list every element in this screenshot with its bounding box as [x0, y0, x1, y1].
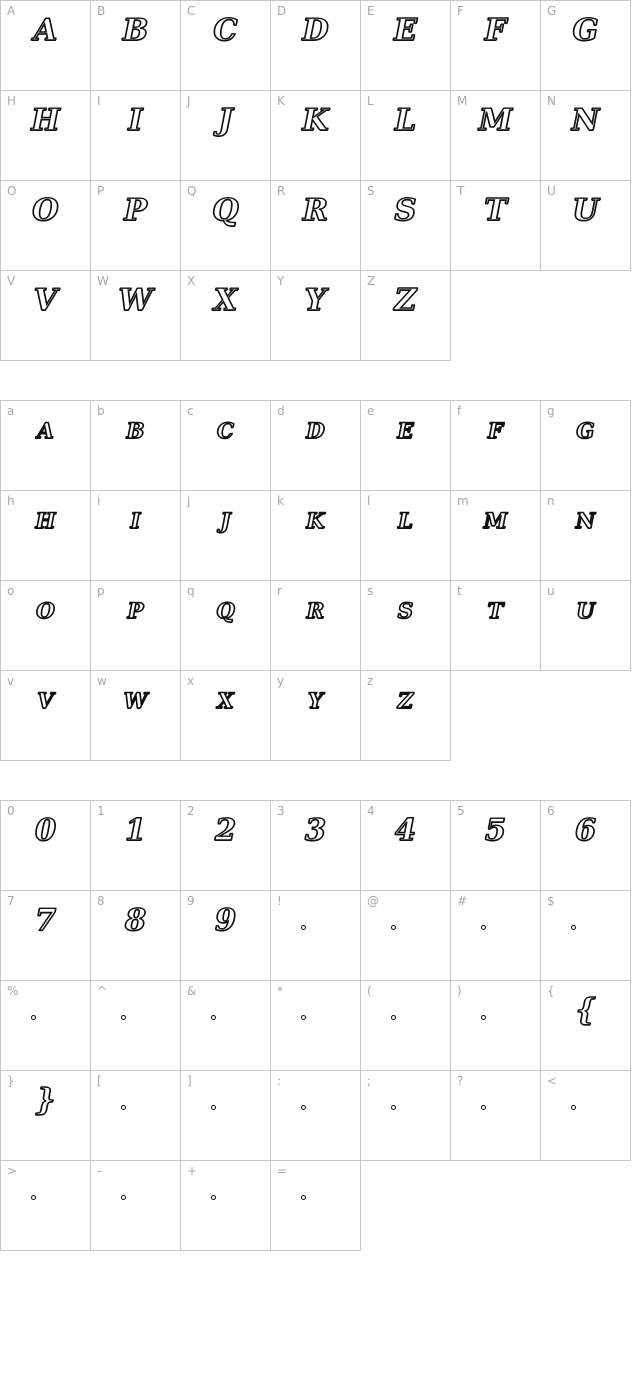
glyph-cell [90, 0, 181, 91]
glyph-label: Y [277, 274, 285, 288]
glyph-label: 2 [187, 804, 195, 818]
glyph-label: = [277, 1164, 288, 1178]
missing-glyph-dot [481, 1105, 486, 1110]
glyph-sample: 6 [575, 813, 596, 848]
glyph-label: j [187, 494, 191, 508]
glyph-label: W [97, 274, 109, 288]
glyph-cell [360, 670, 451, 761]
glyph-label: : [277, 1074, 282, 1088]
glyph-cell [270, 1070, 361, 1161]
glyph-cell [90, 180, 181, 271]
glyph-label: h [7, 494, 15, 508]
glyph-label: b [97, 404, 105, 418]
glyph-label: T [457, 184, 465, 198]
glyph-sample: K [306, 508, 325, 533]
glyph-cell [450, 580, 541, 671]
glyph-cell [180, 890, 271, 981]
glyph-label: c [187, 404, 194, 418]
glyph-label: S [367, 184, 375, 198]
glyph-label: [ [97, 1074, 102, 1088]
glyph-label: X [187, 274, 196, 288]
glyph-sample: J [220, 508, 231, 533]
glyph-label: B [97, 4, 106, 18]
glyph-label: N [547, 94, 556, 108]
glyph-sample: D [302, 13, 329, 48]
glyph-label: l [367, 494, 371, 508]
glyph-label: $ [547, 894, 555, 908]
glyph-sample: F [488, 418, 503, 443]
glyph-cell [90, 580, 181, 671]
glyph-cell [360, 400, 451, 491]
missing-glyph-dot [481, 1015, 486, 1020]
glyph-sample: V [33, 283, 58, 318]
glyph-sample: L [394, 103, 417, 138]
glyph-label: s [367, 584, 374, 598]
glyph-sample: { [575, 993, 596, 1028]
glyph-sample: G [572, 13, 599, 48]
glyph-label: # [457, 894, 468, 908]
glyph-label: w [97, 674, 107, 688]
glyph-sample: Z [397, 688, 414, 713]
glyph-label: ; [367, 1074, 372, 1088]
glyph-cell [90, 1160, 181, 1251]
glyph-cell [90, 980, 181, 1071]
glyph-label: < [547, 1074, 558, 1088]
glyph-sample: E [394, 13, 417, 48]
glyph-sample: G [576, 418, 595, 443]
glyph-label: { [547, 984, 555, 998]
glyph-cell [0, 1070, 91, 1161]
glyph-sample: 0 [35, 813, 56, 848]
glyph-label: U [547, 184, 556, 198]
glyph-cell [180, 670, 271, 761]
glyph-cell [90, 1070, 181, 1161]
glyph-cell [90, 90, 181, 181]
glyph-label: ^ [97, 984, 108, 998]
glyph-sample: Z [394, 283, 417, 318]
glyph-cell [90, 400, 181, 491]
glyph-label: ) [457, 984, 462, 998]
glyph-cell [360, 890, 451, 981]
glyph-cell [270, 670, 361, 761]
glyph-cell [180, 980, 271, 1071]
glyph-label: + [187, 1164, 198, 1178]
missing-glyph-dot [31, 1195, 36, 1200]
glyph-label: 9 [187, 894, 195, 908]
glyph-cell [180, 0, 271, 91]
glyph-cell [0, 800, 91, 891]
glyph-cell [450, 1070, 541, 1161]
glyph-sample: 9 [215, 903, 236, 938]
glyph-sample: Y [308, 688, 323, 713]
glyph-label: C [187, 4, 196, 18]
glyph-label: r [277, 584, 282, 598]
missing-glyph-dot [301, 1195, 306, 1200]
missing-glyph-dot [391, 1105, 396, 1110]
glyph-label: t [457, 584, 462, 598]
glyph-sample: B [122, 13, 149, 48]
glyph-sample: 4 [395, 813, 416, 848]
glyph-cell [540, 90, 631, 181]
glyph-cell [180, 90, 271, 181]
glyph-sample: 3 [305, 813, 326, 848]
glyph-sample: O [32, 193, 59, 228]
glyph-label: F [457, 4, 464, 18]
glyph-label: ] [187, 1074, 192, 1088]
glyph-sample: 7 [35, 903, 56, 938]
glyph-cell [360, 580, 451, 671]
missing-glyph-dot [571, 925, 576, 930]
glyph-sample: Q [212, 193, 239, 228]
glyph-label: e [367, 404, 375, 418]
glyph-sample: D [306, 418, 325, 443]
glyph-label: & [187, 984, 197, 998]
glyph-cell [270, 980, 361, 1071]
glyph-sample: A [37, 418, 54, 443]
glyph-cell [270, 800, 361, 891]
glyph-label: > [7, 1164, 18, 1178]
missing-glyph-dot [571, 1105, 576, 1110]
glyph-sample: 5 [485, 813, 506, 848]
glyph-cell [450, 180, 541, 271]
glyph-cell [0, 180, 91, 271]
glyph-cell [270, 580, 361, 671]
glyph-cell [450, 980, 541, 1071]
glyph-label: z [367, 674, 374, 688]
glyph-sample: S [394, 193, 417, 228]
glyph-cell [0, 1160, 91, 1251]
glyph-label: O [7, 184, 17, 198]
missing-glyph-dot [121, 1195, 126, 1200]
glyph-cell [360, 270, 451, 361]
glyph-cell [180, 800, 271, 891]
glyph-cell [450, 800, 541, 891]
glyph-sample: C [213, 13, 238, 48]
glyph-sample: X [213, 283, 238, 318]
glyph-label: Z [367, 274, 376, 288]
glyph-cell [90, 270, 181, 361]
glyph-label: R [277, 184, 286, 198]
glyph-cell [360, 490, 451, 581]
glyph-cell [450, 490, 541, 581]
glyph-label: k [277, 494, 284, 508]
glyph-label: H [7, 94, 17, 108]
glyph-label: ( [367, 984, 372, 998]
glyph-label: L [367, 94, 374, 108]
glyph-cell [540, 0, 631, 91]
glyph-label: P [97, 184, 105, 198]
glyph-cell [90, 890, 181, 981]
uppercase-grid [0, 0, 631, 360]
glyph-cell [450, 90, 541, 181]
glyph-sample: 2 [215, 813, 236, 848]
missing-glyph-dot [31, 1015, 36, 1020]
glyph-sample: T [487, 598, 504, 623]
glyph-label: ! [277, 894, 282, 908]
glyph-sample: V [37, 688, 54, 713]
glyph-sample: Y [304, 283, 327, 318]
glyph-cell [540, 1070, 631, 1161]
glyph-sample: U [572, 193, 599, 228]
glyph-label: m [457, 494, 469, 508]
glyph-sample: X [217, 688, 234, 713]
glyph-label: u [547, 584, 555, 598]
glyph-label: % [7, 984, 19, 998]
glyph-cell [360, 0, 451, 91]
glyph-cell [180, 400, 271, 491]
glyph-cell [0, 90, 91, 181]
glyph-label: o [7, 584, 15, 598]
glyph-cell [360, 180, 451, 271]
glyph-cell [450, 890, 541, 981]
glyph-label: x [187, 674, 195, 688]
glyph-cell [180, 580, 271, 671]
glyph-label: I [97, 94, 101, 108]
glyph-label: g [547, 404, 555, 418]
glyph-label: y [277, 674, 285, 688]
glyph-sample: Q [216, 598, 235, 623]
missing-glyph-dot [391, 925, 396, 930]
glyph-label: Q [187, 184, 197, 198]
glyph-label: i [97, 494, 101, 508]
glyph-cell [540, 580, 631, 671]
glyph-label: M [457, 94, 468, 108]
glyph-cell [0, 580, 91, 671]
glyph-label: D [277, 4, 287, 18]
missing-glyph-dot [301, 1015, 306, 1020]
glyph-cell [180, 1160, 271, 1251]
glyph-sample: 8 [125, 903, 146, 938]
glyph-sample: U [576, 598, 595, 623]
glyph-cell [90, 490, 181, 581]
glyph-sample: O [36, 598, 55, 623]
glyph-sample: A [33, 13, 58, 48]
glyph-cell [90, 800, 181, 891]
glyph-sample: S [397, 598, 414, 623]
glyph-cell [270, 490, 361, 581]
glyph-cell [180, 1070, 271, 1161]
missing-glyph-dot [121, 1015, 126, 1020]
glyph-label: 0 [7, 804, 15, 818]
glyph-cell [540, 890, 631, 981]
glyph-label: - [97, 1164, 102, 1178]
glyph-cell [540, 800, 631, 891]
glyph-label: * [277, 984, 283, 998]
glyph-label: } [7, 1074, 15, 1088]
glyph-sample: E [397, 418, 414, 443]
glyph-cell [0, 400, 91, 491]
glyph-sample: N [575, 508, 596, 533]
glyph-label: E [367, 4, 375, 18]
glyph-cell [0, 0, 91, 91]
glyph-label: 6 [547, 804, 555, 818]
glyph-cell [540, 490, 631, 581]
glyph-label: p [97, 584, 105, 598]
missing-glyph-dot [481, 925, 486, 930]
glyph-sample: I [128, 103, 143, 138]
glyph-label: 3 [277, 804, 285, 818]
glyph-label: a [7, 404, 15, 418]
symbols-grid [0, 800, 631, 1250]
glyph-sample: B [126, 418, 145, 443]
glyph-cell [360, 1070, 451, 1161]
glyph-cell [270, 90, 361, 181]
glyph-label: ? [457, 1074, 464, 1088]
glyph-cell [0, 890, 91, 981]
glyph-sample: I [130, 508, 141, 533]
glyph-label: v [7, 674, 15, 688]
glyph-label: A [7, 4, 16, 18]
glyph-label: K [277, 94, 285, 108]
glyph-label: J [187, 94, 191, 108]
missing-glyph-dot [211, 1195, 216, 1200]
glyph-cell [270, 180, 361, 271]
glyph-cell [360, 980, 451, 1071]
glyph-label: 8 [97, 894, 105, 908]
glyph-label: V [7, 274, 16, 288]
glyph-sample: 1 [125, 813, 146, 848]
glyph-label: 7 [7, 894, 15, 908]
glyph-sample: } [35, 1083, 56, 1118]
missing-glyph-dot [121, 1105, 126, 1110]
glyph-sample: L [398, 508, 413, 533]
glyph-cell [270, 270, 361, 361]
glyph-sample: R [306, 598, 325, 623]
glyph-cell [0, 490, 91, 581]
glyph-cell [270, 890, 361, 981]
glyph-sample: W [123, 688, 148, 713]
glyph-cell [540, 400, 631, 491]
glyph-sample: P [127, 598, 144, 623]
glyph-label: G [547, 4, 557, 18]
glyph-cell [540, 980, 631, 1071]
glyph-cell [0, 980, 91, 1071]
missing-glyph-dot [391, 1015, 396, 1020]
glyph-cell [0, 270, 91, 361]
missing-glyph-dot [211, 1105, 216, 1110]
glyph-sample: M [478, 103, 513, 138]
lowercase-grid [0, 400, 631, 760]
glyph-cell [450, 400, 541, 491]
glyph-sample: H [35, 508, 56, 533]
glyph-sample: W [118, 283, 153, 318]
glyph-sample: P [124, 193, 147, 228]
glyph-sample: C [217, 418, 234, 443]
glyph-sample: K [302, 103, 329, 138]
glyph-label: q [187, 584, 195, 598]
glyph-label: @ [367, 894, 379, 908]
glyph-cell [0, 670, 91, 761]
glyph-sample: F [484, 13, 507, 48]
glyph-cell [270, 1160, 361, 1251]
glyph-sample: M [483, 508, 508, 533]
glyph-sample: J [218, 103, 233, 138]
glyph-cell [180, 270, 271, 361]
glyph-sample: T [484, 193, 507, 228]
glyph-cell [360, 800, 451, 891]
glyph-label: 4 [367, 804, 375, 818]
glyph-sample: N [571, 103, 600, 138]
missing-glyph-dot [301, 925, 306, 930]
missing-glyph-dot [301, 1105, 306, 1110]
glyph-label: 5 [457, 804, 465, 818]
glyph-cell [270, 400, 361, 491]
glyph-label: n [547, 494, 555, 508]
glyph-cell [270, 0, 361, 91]
glyph-sample: R [303, 193, 328, 228]
glyph-label: 1 [97, 804, 105, 818]
glyph-cell [450, 0, 541, 91]
missing-glyph-dot [211, 1015, 216, 1020]
glyph-cell [540, 180, 631, 271]
glyph-cell [180, 180, 271, 271]
glyph-cell [180, 490, 271, 581]
glyph-label: f [457, 404, 462, 418]
glyph-cell [360, 90, 451, 181]
glyph-label: d [277, 404, 285, 418]
glyph-cell [90, 670, 181, 761]
glyph-sample: H [31, 103, 60, 138]
